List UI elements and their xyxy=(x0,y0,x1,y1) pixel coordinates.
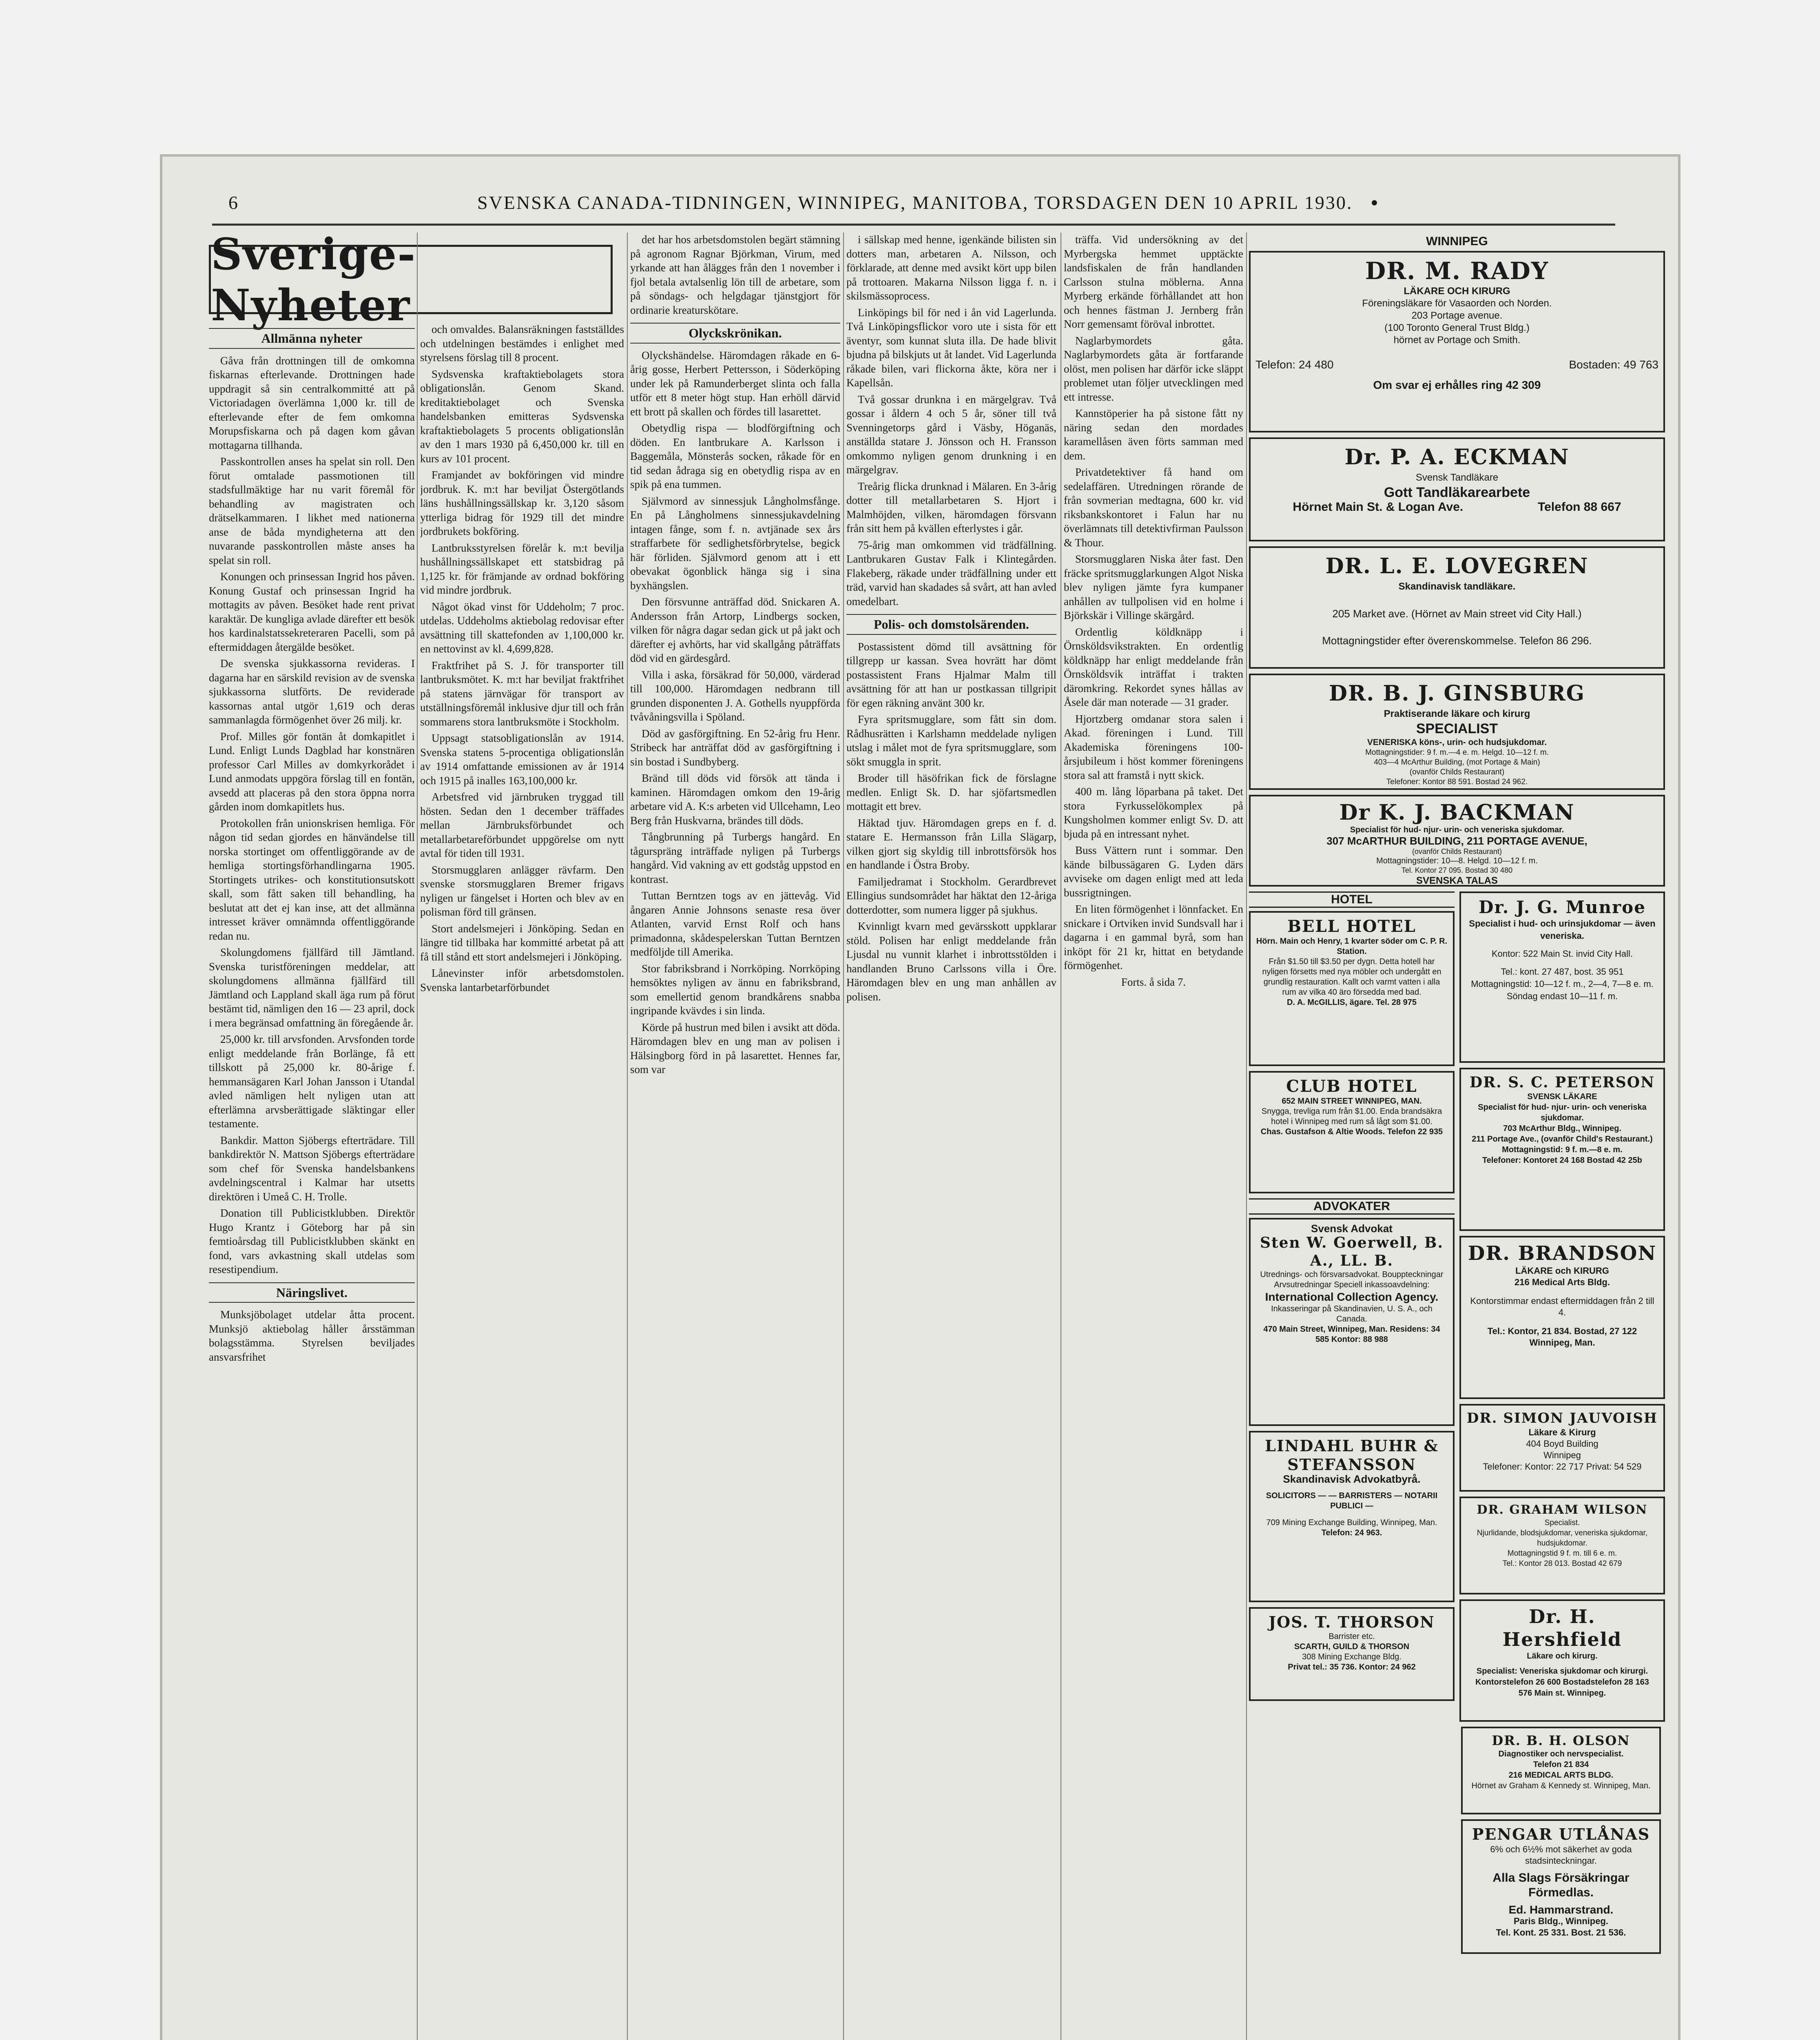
header-rule xyxy=(212,224,1615,226)
category-label: HOTEL xyxy=(1249,891,1455,908)
ad-name: Sten W. Goerwell, B. A., LL. B. xyxy=(1260,1234,1444,1269)
ad-phone: Tel.: Kontor, 21 834. Bostad, 27 122 xyxy=(1487,1326,1637,1336)
city-label: WINNIPEG xyxy=(1426,235,1488,248)
ad-line: Mottagningstid 9 f. m. till 6 e. m. xyxy=(1507,1549,1617,1558)
ad-line: hörnet av Portage och Smith. xyxy=(1393,335,1521,346)
ad-rady xyxy=(1249,251,1665,432)
ad-line: Snygga, trevliga rum från $1.00. Enda brandsäkra hotel i Winnipeg med rum så lågt som $1.00. xyxy=(1261,1107,1442,1126)
ad-title: Barrister etc. xyxy=(1328,1632,1375,1641)
ad-phone: Telefon: 24 963. xyxy=(1321,1528,1382,1537)
article-column-5 xyxy=(1064,233,1243,2040)
article-paragraph: Tuttan Berntzen togs av en jättevåg. Vid ångaren Annie Johnsons senaste resa över Atlanten, varvid Ernst Rolf och hans primadonna, skådespelerskan Tuttan Berntzen medföljde till Amerika. xyxy=(630,889,840,958)
ad-line: 205 Market ave. (Hörnet av Main street vid City Hall.) xyxy=(1332,608,1582,620)
column-divider xyxy=(1246,233,1247,2040)
ad-line: Alla Slags Försäkringar Förmedlas. xyxy=(1492,1871,1630,1899)
advertisement-column xyxy=(1249,235,1665,2040)
article-paragraph: Lantbruksstyrelsen förelår k. m:t bevilja hushållningssällskapet ett statsbidrag på 1,125 kr. för främjande av ordnad bokföring vid mindre jordbruk. xyxy=(420,541,624,596)
ad-address: 470 Main Street, Winnipeg, Man. Residens: 34 585 Kontor: 88 988 xyxy=(1263,1325,1440,1344)
ad-name: DR. L. E. LOVEGREN xyxy=(1325,554,1589,579)
ad-line: Mottagningstider efter överenskommelse. Telefon 86 296. xyxy=(1322,634,1592,647)
ad-name: DR. M. RADY xyxy=(1365,257,1549,285)
article-paragraph: Donation till Publicistklubben. Direktör Hugo Krantz i Göteborg har på sin femtioårsdag till Publicistklubben skänkt en fond, vars avkastning skall utdelas som resestipendium. xyxy=(209,1207,415,1275)
ad-jauvoish xyxy=(1459,1404,1665,1492)
ad-munroe xyxy=(1459,891,1665,1063)
ad-peterson xyxy=(1459,1068,1665,1231)
column-divider xyxy=(417,233,418,2040)
ad-line: Mottagningstider: 9 f. m.—4 e. m. Helgd. 10—12 f. m. xyxy=(1365,748,1549,757)
article-paragraph: Familjedramat i Stockholm. Gerardbrevet Ellingius sundsområdet har häktat den 12-åriga dotterdotter, som numera ligger på sjukhus. xyxy=(846,875,1056,916)
article-paragraph: Två gossar drunkna i en märgelgrav. Två gossar i åldern 4 och 5 år, söner till två Svenningetorps gård i Väsby, Höganäs, anställda statare J. Jönsson och H. Fransson omkommo nyligen genom drunkning i en märgelgrav. xyxy=(846,393,1056,476)
ad-name: DR. BRANDSON xyxy=(1468,1242,1657,1265)
ad-name: LINDAHL BUHR & STEFANSSON xyxy=(1265,1437,1439,1474)
ad-line: Gott Tandläkarearbete xyxy=(1384,485,1530,500)
article-paragraph: Något ökad vinst för Uddeholm; 7 proc. utdelas. Uddeholms aktiebolag redovisar efter avsättning till skattefonden av 1,100,000 kr. en nettovinst av kl. 4,699,828. xyxy=(420,600,624,655)
ad-title: SVENSK LÄKARE xyxy=(1527,1092,1597,1101)
article-paragraph: Fraktfrihet på S. J. för transporter till lantbruksmötet. K. m:t har beviljat fraktfrihet på statens järnvägar för transport av utställningsföremål inklusive djur till och från sommarens stora lantbruksmöte i Stockholm. xyxy=(420,659,624,728)
ad-brandson xyxy=(1459,1236,1665,1399)
ad-address: 307 McARTHUR BUILDING, 211 PORTAGE AVENUE, xyxy=(1326,835,1588,847)
article-paragraph: Munksjöbolaget utdelar åtta procent. Munksjö aktiebolag håller årsstämman bolagsstämma. Styrelsen beviljades ansvarsfrihet xyxy=(209,1308,415,1363)
ad-phone: Kontorstelefon 26 600 Bostadstelefon 28 163 xyxy=(1475,1678,1649,1687)
ad-line: Mottagningstid: 10—12 f. m., 2—4, 7—8 e. m. xyxy=(1471,979,1654,989)
ad-phone: Privat tel.: 35 736. Kontor: 24 962 xyxy=(1288,1663,1416,1672)
running-header xyxy=(228,192,1615,220)
ad-phone: Telefon 88 667 xyxy=(1538,500,1621,514)
ad-phone: Tel. Kontor 27 095. Bostad 30 480 xyxy=(1401,866,1513,874)
ad-name: DR. SIMON JAUVOISH xyxy=(1466,1410,1658,1426)
article-paragraph: det har hos arbetsdomstolen begärt stämning på agronom Ragnar Björkman, Virum, med yrkande att han ålägges från den 1 november i fjol betala avtalsenlig lön till de arbetare, som på söndags- och helgdagar tjänstgjort för ordinarie kreaturskötare. xyxy=(630,233,840,316)
section-heading: Polis- och domstolsärenden. xyxy=(846,614,1056,635)
ad-title: LÄKARE och KIRURG xyxy=(1515,1266,1609,1276)
section-heading: Näringslivet. xyxy=(209,1282,415,1303)
ad-line: (100 Toronto General Trust Bldg.) xyxy=(1384,322,1530,333)
ad-title: Läkare & Kirurg xyxy=(1528,1427,1596,1437)
article-paragraph: 75-årig man omkommen vid trädfällning. Lantbrukaren Gustav Falk i Klintegården. Flakeberg, räkade under trädfällning under ett träd, varvid han skadades så svårt, att han avled omedelbart. xyxy=(846,539,1056,608)
ad-bell-hotel xyxy=(1249,911,1455,1066)
ad-address: 709 Mining Exchange Building, Winnipeg, Man. xyxy=(1266,1518,1437,1527)
ad-name: CLUB HOTEL xyxy=(1286,1077,1417,1096)
ad-ginsburg xyxy=(1249,674,1665,790)
ad-line: Kontorstimmar endast eftermiddagen från 2 till 4. xyxy=(1470,1296,1654,1317)
ad-name: Dr. P. A. ECKMAN xyxy=(1344,445,1570,470)
article-paragraph: En liten förmögenhet i lönnfacket. En snickare i Ortviken invid Sundsvall har i dagarna i en gammal byrå, som han inköpt för 21 kr, hittat en betydande förmögenhet. xyxy=(1064,903,1243,971)
ad-address: 703 McArthur Bldg., Winnipeg. xyxy=(1503,1124,1621,1133)
ad-line: Specialist i hud- och urinsjukdomar — även veneriska. xyxy=(1469,918,1656,941)
article-paragraph: Kvinnligt kvarn med gevärsskott uppklarar stöld. Polisen har enligt meddelande från Ljusdal nu vunnit klarhet i inbrottsstölden i handlanden Bruno Carlssons villa i Öre. Häromdagen blev en ung man anhållen av polisen. xyxy=(846,920,1056,1003)
ad-wilson xyxy=(1459,1497,1665,1594)
ad-hershfield xyxy=(1459,1599,1665,1722)
ad-line: D. A. McGILLIS, ägare. Tel. 28 975 xyxy=(1287,998,1417,1007)
ad-olson xyxy=(1461,1727,1661,1814)
ad-line: (ovanför Childs Restaurant) xyxy=(1412,847,1502,856)
ad-name: Dr. J. G. Munroe xyxy=(1479,897,1646,917)
article-paragraph: Postassistent dömd till avsättning för tillgrepp ur kassan. Svea hovrätt har dömt postassistent Frans Hjalmar Malm till avsättning för att han ur postkassan tillgripit för egen räkning använt 300 kr. xyxy=(846,640,1056,709)
ad-title: Praktiserande läkare och kirurg xyxy=(1384,708,1530,719)
article-paragraph: Bankdir. Matton Sjöbergs efterträdare. Till bankdirektör N. Mattson Sjöbergs efterträdare som chef för Svenska handelsbankens avdelningscentral i Kalmar har utsetts direktören i Umeå C. H. Trolle. xyxy=(209,1134,415,1203)
ad-goerwell xyxy=(1249,1218,1455,1426)
ad-lindahl xyxy=(1249,1431,1455,1602)
ad-lovegren xyxy=(1249,546,1665,669)
ad-address: 211 Portage Ave., (ovanför Child's Restaurant.) xyxy=(1472,1135,1653,1144)
article-paragraph: Ordentlig köldknäpp i Örnsköldsvikstrakten. En ordentlig köldknäpp har enligt meddelande från Örnsköldsvik inträffat i trakten däromkring. Rekordet synes hållas av Åsele där man noterade — 31 grader. xyxy=(1064,625,1243,708)
article-paragraph: Storsmugglaren anlägger rävfarm. Den svenske storsmugglaren Bremer frigavs nyligen ur fängelset i Horten och blev av en polisman förd till gränsen. xyxy=(420,863,624,918)
ad-line: 6% och 6½% mot säkerhet av goda stadsinteckningar. xyxy=(1490,1844,1632,1866)
article-paragraph: Kannstöperier ha på sistone fått ny näring sedan den mordades karamellåsen även förts samman med dem. xyxy=(1064,407,1243,462)
ad-line: Mottagningstid: 9 f. m.—8 e. m. xyxy=(1502,1145,1623,1154)
ad-line: Ed. Hammarstrand. xyxy=(1508,1903,1614,1916)
ad-line: Inkasseringar på Skandinavien, U. S. A., och Canada. xyxy=(1271,1304,1433,1324)
ad-line: International Collection Agency. xyxy=(1265,1291,1439,1303)
section-heading: Allmänna nyheter xyxy=(209,328,415,349)
column-divider xyxy=(843,233,844,2040)
article-paragraph: Villa i aska, försäkrad för 50,000, värderad till 100,000. Häromdagen nedbrann till grunden disponenten J. A. Gothells nyuppförda tvåvåningsvilla i Spöland. xyxy=(630,668,840,723)
ad-phone: Tel. Kont. 25 331. Bost. 21 536. xyxy=(1496,1927,1626,1938)
category-label: ADVOKATER xyxy=(1249,1198,1455,1215)
section-heading: Olyckskrönikan. xyxy=(630,323,840,344)
ad-name: JOS. T. THORSON xyxy=(1269,1613,1435,1631)
header-dot-icon: • xyxy=(1371,191,1379,215)
article-paragraph: Den försvunne anträffad död. Snickaren A. Andersson från Artorp, Lindbergs socken, vilken för några dagar sedan gick ut på jakt och därefter ej avhörts, har vid skallgång påträffats död vid en gärdesgård. xyxy=(630,596,840,664)
article-paragraph: Självmord av sinnessjuk Långholmsfånge. En på Långholmens sinnessjukavdelning intagen fånge, som f. n. avtjänade sex års straffarbete för sedlighetsförbrytelse, begick här förliden. Självmord genom att i ett obevakat ögonblick hänga sig i sina byxhängslen. xyxy=(630,494,840,592)
ad-address: 576 Main st. Winnipeg. xyxy=(1518,1689,1606,1698)
article-paragraph: Hjortzberg omdanar stora salen i Akad. föreningen i Lund. Till Akademiska föreningens 100-årsjubileum i höst kommer föreningens stora sal att framstå i nytt skick. xyxy=(1064,712,1243,781)
article-paragraph: 400 m. lång löparbana på taket. Det stora Fyrkusselökomplex på Kungsholmen kommer enligt Sv. D. att bjuda på en intressant nyhet. xyxy=(1064,785,1243,840)
article-paragraph: Fyra spritsmugglare, som fått sin dom. Rådhusrätten i Karlshamn meddelade nyligen utslag i målet mot de fyra spritsmugglare, som sökt smuggla in sprit. xyxy=(846,713,1056,768)
ad-line: Föreningsläkare för Vasaorden och Norden. xyxy=(1362,298,1552,309)
article-paragraph: Sydsvenska kraftaktiebolagets stora obligationslån. Genom Skand. kreditaktiebolaget och Svenska handelsbanken emitteras Sydsvenska kraftaktiebolagets 5 procents obligationslån av den 1 mars 1930 på 6,450,000 kr. till en kurs av 101 procent. xyxy=(420,368,624,465)
article-paragraph: Skolungdomens fjällfärd till Jämtland. Svenska turistföreningen meddelar, att skolungdomens allmänna fjällfärd till Jämtland och Lappland skall äga rum på förut bestämt tid, nämligen den 16 — 23 april, dock i mera begränsad omfattning än föregående år. xyxy=(209,946,415,1029)
ad-line: Specialist: Veneriska sjukdomar och kirurgi. xyxy=(1476,1667,1648,1676)
article-paragraph: Tångbrunning på Turbergs hangård. En tågurspräng inträffade nyligen på Turbergs hangård. Vid vakning av ett godståg uppstod en kontrast. xyxy=(630,831,840,885)
ad-title: Specialist. xyxy=(1544,1519,1580,1527)
ad-line: SCARTH, GUILD & THORSON xyxy=(1294,1642,1410,1651)
article-paragraph: Prof. Milles gör fontän åt domkapitlet i Lund. Enligt Lunds Dagblad har konstnären professor Carl Milles av domkyrkorådet i Lund anmodats uppgöra förslag till en fontän, avsedd att placeras på den stora öppna norra gården inom domkapitlets hus. xyxy=(209,730,415,813)
article-paragraph: Treårig flicka drunknad i Mälaren. En 3-årig dotter till metallarbetaren S. Hjort i Malmhöjden, vilken, häromdagen försvann från sitt hem på kvällen efterlystes i går. xyxy=(846,480,1056,534)
article-paragraph: Naglarbymordets gåta. Naglarbymordets gåta är fortfarande olöst, men polisen har därför icke släppt problemet utan följer utvecklingen med ett intresse. xyxy=(1064,334,1243,403)
ad-phone: Telefon 21 834 xyxy=(1533,1760,1589,1769)
article-paragraph: Stor fabriksbrand i Norrköping. Norrköping hemsöktes nyligen av ännu en fabriksbrand, som emellertid genom brandkårens snabba ingripande kvävdes i sin linda. xyxy=(630,962,840,1017)
article-column-1 xyxy=(209,322,415,2040)
ad-phone: Tel.: kont. 27 487, bost. 35 951 xyxy=(1501,967,1624,977)
column-divider xyxy=(627,233,628,2040)
article-paragraph: Uppsagt statsobligationslån av 1914. Svenska statens 5-procentiga obligationslån av 1914 omfattande emissionen av år 1914 och 1915 på inalles 163,100,000 kr. xyxy=(420,732,624,787)
article-paragraph: Protokollen från unionskrisen hemliga. För någon tid sedan gjordes en hänvändelse till norska stortinget om offentliggörande av de hemliga stortingsförhandlingarna 1905. Stortingets utrikes- och konstitutionsutskott skall, som fått saken till behandling, ha beslutat att det ej kan inse, att det allmänna intresset kräver omnämnda offentliggörande redan nu. xyxy=(209,817,415,942)
ad-line: Chas. Gustafson & Altie Woods. Telefon 22 935 xyxy=(1260,1127,1443,1136)
ad-phone: Telefon: 24 480 xyxy=(1255,358,1334,371)
article-paragraph: Arbetsfred vid järnbruken tryggad till hösten. Sedan den 1 december träffades mellan Järnbruksförbundet och metallarbetareförbundet uppgörelse om nytt avtal för tiden till 1931. xyxy=(420,791,624,859)
ad-line: SOLICITORS — — BARRISTERS — NOTARII PUBLICI — xyxy=(1266,1491,1438,1510)
article-paragraph: Broder till häsöfrikan fick de förslagne medlen. Enligt Sk. D. har sjöfartsmedlen mottagit ett brev. xyxy=(846,772,1056,812)
ad-note: Om svar ej erhålles ring 42 309 xyxy=(1373,379,1541,391)
ad-line: Hörn. Main och Henry, 1 kvarter söder om C. P. R. Station. xyxy=(1256,937,1448,956)
article-column-3 xyxy=(630,233,840,2040)
ad-thorson xyxy=(1249,1607,1455,1701)
ad-address: 216 Medical Arts Bldg. xyxy=(1514,1277,1610,1287)
ad-address: 216 MEDICAL ARTS BLDG. xyxy=(1508,1771,1614,1780)
page-number: 6 xyxy=(228,192,239,213)
ad-name: DR. B. H. OLSON xyxy=(1492,1733,1630,1748)
article-paragraph: i sällskap med henne, igenkände bilisten sin dotters man, arbetaren A. Nilsson, och förklarade, att denne med avsikt kört upp bilen på trottoaren. Makarna Nilsson ligga f. n. i skilsmässoprocess. xyxy=(846,233,1056,302)
article-paragraph: Obetydlig rispa — blodförgiftning och döden. En lantbrukare A. Karlsson i Baggemåla, Mönsterås socken, råkade för en tid sedan ådraga sig en obetydlig rispa av en spik på ena tummen. xyxy=(630,422,840,490)
continuation-note: Forts. å sida 7. xyxy=(1121,976,1186,988)
ad-address: Paris Bldg., Winnipeg. xyxy=(1513,1916,1609,1926)
running-title: SVENSKA CANADA-TIDNINGEN, WINNIPEG, MANITOBA, TORSDAGEN DEN 10 APRIL 1930. xyxy=(477,192,1353,213)
ad-line: Utrednings- och försvarsadvokat. Bouppteckningar Arvsutredningar Speciell inkassoavdelning: xyxy=(1260,1270,1444,1289)
ad-line: Specialist för hud- njur- urin- och veneriska sjukdomar. xyxy=(1478,1103,1647,1122)
ad-line: (ovanför Childs Restaurant) xyxy=(1409,768,1505,776)
ad-address: 652 MAIN STREET WINNIPEG, MAN. xyxy=(1282,1097,1422,1106)
ad-line: VENERISKA köns-, urin- och hudsjukdomar. xyxy=(1367,738,1547,747)
ad-phone: Tel.: Kontor 28 013. Bostad 42 679 xyxy=(1502,1559,1622,1568)
article-paragraph: Bränd till döds vid försök att tända i kaminen. Häromdagen omkom den 19-årig arbetare vid A. K:s arbeten vid Ullcehamn, Leo Berg från Huskvarna, brändes till döds. xyxy=(630,772,840,827)
ad-name: Dr K. J. BACKMAN xyxy=(1339,800,1575,825)
ad-phone: Telefoner: Kontor: 22 717 Privat: 54 529 xyxy=(1483,1461,1642,1472)
article-paragraph: Gåva från drottningen till de omkomna fiskarnas efterlevande. Drottningen hade uppdragit så sin centralkommitté att på Victoriadagen överlämna 1,000 kr. till de efterlevande efter de fem omkomna Morupsfiskarna och på dagen kom gåvan mottagarna tillhanda. xyxy=(209,354,415,451)
ad-line: 403—4 McArthur Building, (mot Portage & Main) xyxy=(1374,758,1540,767)
ad-title: Svensk Advokat xyxy=(1311,1222,1393,1235)
ad-line: 203 Portage avenue. xyxy=(1411,310,1503,321)
article-paragraph: Stort andelsmejeri i Jönköping. Sedan en längre tid tillbaka har kommitté arbetat på att få till stånd ett stort andelsmejeri i Jönköping. xyxy=(420,922,624,963)
section-masthead: Sverige-Nyheter xyxy=(209,245,613,314)
article-paragraph: Framjandet av bokföringen vid mindre jordbruk. K. m:t har beviljat Östergötlands läns hushållningssällskap kr. 3,120 såsom ytterliga bidrag för 1929 till det mindre jordbrukets bokföring. xyxy=(420,469,624,537)
ad-eckman xyxy=(1249,437,1665,541)
article-paragraph: Lånevinster inför arbetsdomstolen. Svenska lantarbetarförbundet xyxy=(420,967,624,993)
ad-pengar xyxy=(1461,1819,1661,1954)
ad-line: Diagnostiker och nervspecialist. xyxy=(1498,1750,1624,1758)
article-paragraph: och omvaldes. Balansräkningen fastställdes och utdelningen bestämdes i enlighet med styrelsens förslag till 8 procent. xyxy=(420,323,624,364)
ad-backman xyxy=(1249,795,1665,887)
article-paragraph: Storsmugglaren Niska åter fast. Den fräcke spritsmugglarkungen Algot Niska blev nyligen jämte fyra kumpaner anhållen av tullpolisen vid en holme i Björkskär i Villinge skärgård. xyxy=(1064,553,1243,621)
ad-line: SPECIALIST xyxy=(1416,721,1498,736)
ad-name: DR. S. C. PETERSON xyxy=(1470,1074,1655,1091)
article-column-2 xyxy=(420,322,624,2040)
ad-phone: Telefoner: Kontoret 24 168 Bostad 42 25b xyxy=(1482,1156,1642,1165)
ad-line: Specialist för hud- njur- urin- och veneriska sjukdomar. xyxy=(1350,825,1564,834)
article-paragraph: träffa. Vid undersökning av det Myrbergska hemmet upptäckte landsfiskalen de från handlanden Carlsson stulna möblerna. Anna Myrberg erkände förhållandet att hon och hennes fästman J. Jernberg från Norr gemensamt föröval inbrottet. xyxy=(1064,233,1243,330)
ad-name: BELL HOTEL xyxy=(1287,917,1416,936)
ad-address: Hörnet Main St. & Logan Ave. xyxy=(1293,500,1464,514)
ad-address: 404 Boyd Building xyxy=(1526,1439,1599,1449)
ad-title: Skandinavisk Advokatbyrå. xyxy=(1283,1473,1421,1485)
article-paragraph: De svenska sjukkassorna revideras. I dagarna har en särskild revision av de svenska sjukkassorna slutförts. De reviderade kassornas antal utgör 1,619 och deras sammanlagda förmögenhet över 26 milj. kr. xyxy=(209,657,415,726)
article-paragraph: 25,000 kr. till arvsfonden. Arvsfonden torde enligt meddelande från Borlänge, få ett tillskott på 25,000 kr. 80-årige f. hemmansägaren Karl Johan Jansson i Utandal avled nämligen helt nyligen utan att efterlämna arvsberättigade släktingar eller testamente. xyxy=(209,1033,415,1130)
ad-title: Skandinavisk tandläkare. xyxy=(1398,581,1516,592)
article-paragraph: Olyckshändelse. Häromdagen råkade en 6-årig gosse, Herbert Pettersson, i Söderköping under lek på Ramunderberget slinta och falla utför ett 8 meter högt stup. Han erhöll därvid ett brott på skallen och fördes till lasarettet. xyxy=(630,349,840,418)
ad-line: Söndag endast 10—11 f. m. xyxy=(1506,991,1618,1001)
ad-title: LÄKARE OCH KIRURG xyxy=(1404,286,1510,297)
ad-name: PENGAR UTLÅNAS xyxy=(1472,1825,1650,1843)
ad-line: Winnipeg xyxy=(1543,1450,1581,1460)
article-paragraph: Häktad tjuv. Häromdagen greps en f. d. statare E. Hermansson från Lilla Slägarp, vilken gjort sig skyldig till inbrottsförsök hos en handlande i Östra Broby. xyxy=(846,816,1056,871)
ad-line: Mottagningstider: 10—8. Helgd. 10—12 f. m. xyxy=(1376,856,1538,865)
ad-phone: Telefoner: Kontor 88 591. Bostad 24 962. xyxy=(1386,778,1528,786)
article-paragraph: Konungen och prinsessan Ingrid hos påven. Konung Gustaf och prinsessan Ingrid ha mottagits av påven. Besöket hade rent privat karaktär. De kungliga avlade därefter ett besök hos kardinalstatssekreteraren Pacelli, som på eftermiddagen återgälde besöket. xyxy=(209,570,415,653)
article-paragraph: Linköpings bil för ned i ån vid Lagerlunda. Två Linköpingsflickor voro ute i sista för ett äventyr, som kunnat sluta illa. De hade blivit bjudna på bilskjuts ut åt landet. Vid Lagerlunda råkade bilen, vari flickorna åkte, köra ner i Kapellsån. xyxy=(846,306,1056,389)
ad-title: Svensk Tandläkare xyxy=(1415,472,1499,483)
article-paragraph: Privatdetektiver få hand om sedelaffären. Utredningen rörande de från sovmerian medtagna, 600 kr. vid riksbankskontoret i Falun har nu överlämnats till detektivfirman Paulsson & Thour. xyxy=(1064,466,1243,549)
ad-name: Dr. H. Hershfield xyxy=(1502,1605,1622,1650)
ad-title: Läkare och kirurg. xyxy=(1527,1652,1598,1661)
article-paragraph: Buss Vättern runt i sommar. Den kände bilbussägaren G. Lyden därs avviseke om dagen enligt med att leda bussrigtningen. xyxy=(1064,844,1243,899)
article-paragraph: Död av gasförgiftning. En 52-årig fru Henr. Stribeck har anträffat död av gasförgiftning i sin bostad i Sundbyberg. xyxy=(630,727,840,768)
article-paragraph: Körde på hustrun med bilen i avsikt att döda. Häromdagen blev en ung man av polisen i Hälsingborg förd in på lasarettet. Hennes far, som var xyxy=(630,1021,840,1075)
ad-line: SVENSKA TALAS xyxy=(1416,875,1498,886)
ad-address: Kontor: 522 Main St. invid City Hall. xyxy=(1491,949,1633,959)
ad-address: 308 Mining Exchange Bldg. xyxy=(1302,1652,1402,1661)
ad-address: Hörnet av Graham & Kennedy st. Winnipeg, Man. xyxy=(1471,1781,1651,1790)
ad-name: DR. GRAHAM WILSON xyxy=(1477,1503,1648,1517)
ad-line: Njurlidande, blodsjukdomar, veneriska sjukdomar, hudsjukdomar. xyxy=(1477,1529,1648,1548)
ad-club-hotel xyxy=(1249,1071,1455,1193)
ad-name: DR. B. J. GINSBURG xyxy=(1328,681,1585,706)
ad-line: Winnipeg, Man. xyxy=(1529,1337,1595,1348)
article-column-4 xyxy=(846,233,1056,2040)
article-paragraph: Passkontrollen anses ha spelat sin roll. Den förut omtalade passmotionen till stadsfullmäktige har nu varit föremål för behandling av magistraten och drätselkammaren. I likhet med nationerna anse de båda myndigheterna att den nuvarande passkontrollen måste anses ha spelat sin roll. xyxy=(209,455,415,566)
ad-line: Från $1.50 till $3.50 per dygn. Detta hotell har nyligen försetts med nya möbler och undergått en grundlig restauration. Kallt och varmt vatten i alla rum av vilka 40 äro försedda med bad. xyxy=(1262,957,1441,997)
ad-phone: Bostaden: 49 763 xyxy=(1569,358,1658,371)
